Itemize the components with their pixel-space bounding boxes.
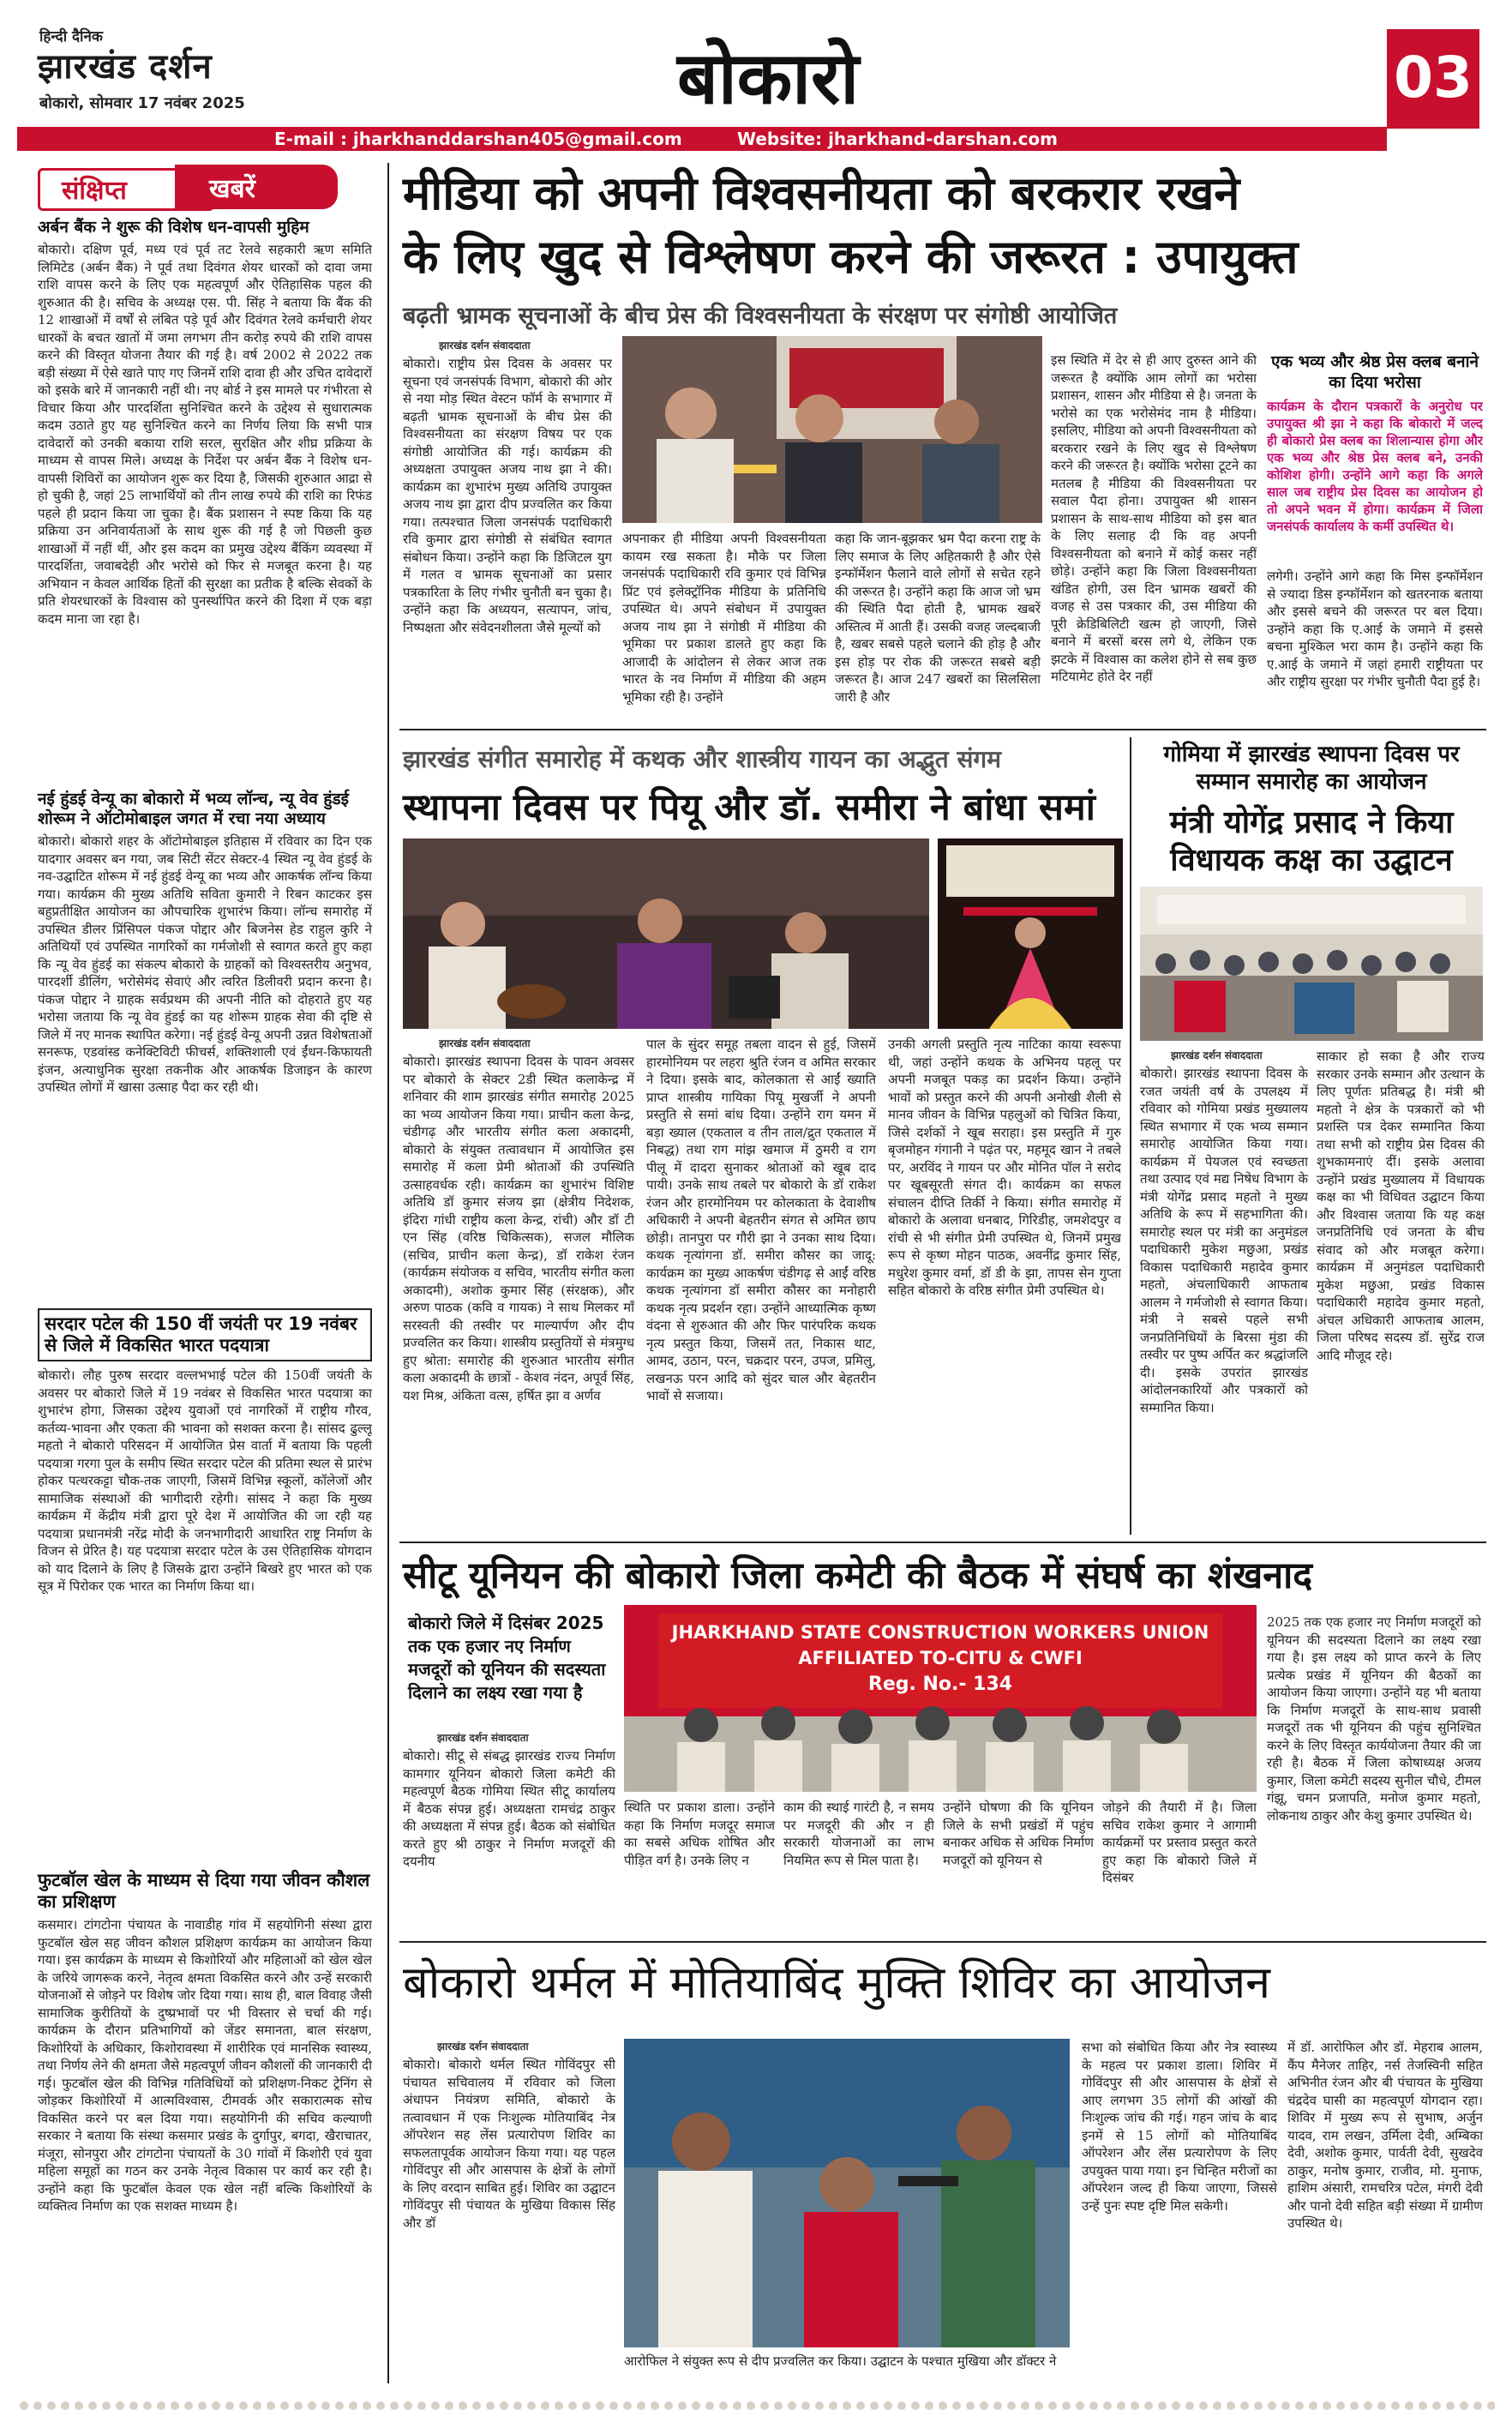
footer-dot	[335, 2401, 344, 2410]
lead-col-2: अपनाकर ही मीडिया अपनी विश्वसनीयता कायम रख सकता है। मौके पर जिला जनसंपर्क पदाधिकारी रवि कुमार एवं विभिन्न प्रिंट एवं इलेक्ट्रॉनिक मीडिया के प्रतिनिधि उपस्थित थे। अपने संबोधन में उपायुक्त अजय नाथ झा ने संगोष्ठी में मीडिया की भूमिका पर प्रकाश डालते हुए कहा कि आजादी के आंदोलन से लेकर आज तक भारत के नव निर्माण में मीडिया की अहम भूमिका रही है। उन्होंने	[622, 531, 826, 705]
lead-col-4: इस स्थिति में देर से ही आए दुरुस्त आने की जरूरत है क्योंकि आम लोगों का भरोसा प्रशासन, शासन और मीडिया से है। जनता के भरोसे का एक भरोसेमंद नाम है मीडिया। इसलिए, मीडिया को अपनी विश्वसनीयता को बरकरार रखने के लिए खुद से विश्लेषण करने की जरूरत है। क्योंकि भरोसा टूटने का मतलब है मीडिया की विश्वसनीयता पर सवाल पैदा होना। उपायुक्त श्री शासन प्रशासन के साथ-साथ मीडिया को इस बात के लिए सलाह दी कि वह अपनी विश्वसनीयता को बनाने में कोई कसर नहीं छोड़े। उन्होंने कहा कि जिला विश्वसनीयता खंडित होगी, उस दिन भ्रामक खबरों की वजह से उस पत्रकार की, उस मीडिया की पूरी क्रेडिबिलिटी खत्म हो जाएगी, जिसे बनाने में बरसों बरस लगे थे, लेकिन एक झटके में विश्वास का कलेश होने से सब कुछ मटियामेट होते देर नहीं	[1051, 352, 1257, 684]
story-body: बोकारो। दक्षिण पूर्व, मध्य एवं पूर्व तट रेलवे सहकारी ऋण समिति लिमिटेड (अर्बन बैंक) ने पूर्व तथा दिवंगत शेयर धारकों को दावा जमा राशि वापस करने के लिए एक महत्वपूर्ण और ऐतिहासिक पहल की शुरुआत की है। सचिव के अध्यक्ष एस. पी. सिंह ने बताया कि बैंक की 12 शाखाओं में वर्षों से लंबित पड़े पूर्व और दिवंगत रेलवे कर्मचारी शेयर धारकों के बचत खातों में जमा लगभग तीन करोड़ रुपये की राशि वापस करने की विस्तृत योजना तैयार की गई है। वर्ष 2002 से 2022 तक बड़ी संख्या में ऐसे खाते पाए गए जिनमें राशि दावा ही और उचित दावेदारों को इसके बारे में जानकारी नहीं थी। नए बोर्ड ने इस मामले पर गंभीरता से विचार किया और पारदर्शिता सुनिश्चित करने के उद्देश्य से सुधारात्मक कदम उठाते हुए यह सुनिश्चित करने का निर्णय लिया कि सभी पात्र दावेदारों को उनकी बकाया राशि सरल, सुरक्षित और शीघ्र प्रक्रिया के माध्यम से वापस मिले। अध्यक्ष के निर्देश पर अर्बन बैंक ने विशेष धन-वापसी शिविरों का आयोजन शुरू कर दिया है, जिसकी शुरुआत आद्रा से हो चुकी है, जहां 25 लाभार्थियों को तीन लाख रुपये की राशि का रिफंड पहले ही प्रदान किया जा चुका है। बैंक प्रशासन ने स्पष्ट किया कि यह प्रक्रिया उन अनिवार्यताओं के साथ शुरू की गई है जो पिछली कुछ शाखाओं में नहीं थीं, और इस कदम का प्रमुख उद्देश्य बैंकिंग व्यवस्था में पारदर्शिता, जवाबदेही और भरोसे को फिर से मजबूत करना है। यह अभियान न केवल आर्थिक हितों की सुरक्षा का प्रतीक है बल्कि सेवकों के प्रति शेयरधारकों के विश्वास को पुनर्स्थापित करने की दिशा में एक बड़ा कदम माना जा रहा है।	[38, 242, 372, 627]
sidebar-header	[38, 165, 363, 207]
gomia-headline: मंत्री योगेंद्र प्रसाद ने किया विधायक कक्ष का उद्घाटन	[1169, 805, 1454, 878]
eye-camp-col-2: सभा को संबोधित किया और नेत्र स्वास्थ्य के महत्व पर प्रकाश डाला। शिविर में गोविंदपुर सी और आसपास के क्षेत्रों से आए लगभग 35 लोगों की आंखों की निःशुल्क जांच की गई। गहन जांच के बाद इनमें से 15 लोगों को मोतियाबिंद ऑपरेशन और लेंस प्रत्यारोपण के लिए उपयुक्त पाया गया। इन चिन्हित मरीजों का ऑपरेशन जल्द ही किया जाएगा, जिससे उन्हें पुनः स्पष्ट दृष्टि मिल सकेगी।	[1082, 2040, 1277, 2214]
footer-dot	[184, 2401, 193, 2410]
sidebar-story-1	[38, 218, 372, 775]
music-story	[399, 734, 1125, 1540]
footer-dot	[363, 2401, 371, 2410]
footer-dot	[376, 2401, 385, 2410]
footer-dot	[870, 2401, 879, 2410]
footer-dot	[911, 2401, 920, 2410]
lead-photo	[622, 336, 1042, 523]
press-club-body: लगेगी। उन्होंने आगे कहा कि मिस इन्फॉर्मेशन से ज्यादा डिस इन्फॉर्मेशन को खतरनाक बताया और इससे बचने की जरूरत पर बल दिया। उन्होंने कहा कि ए.आई के जमाने में इससे बचना मुश्किल भरा काम है। उन्होंने कहा कि ए.आई के जमाने में जहां हमारी राष्ट्रीयता पर और राष्ट्रीय सुरक्षा पर गंभीर चुनौती पैदा हुई है।	[1267, 568, 1483, 689]
story-headline-box	[38, 1308, 372, 1361]
citu-byline: झारखंड दर्शन संवाददाता	[437, 1732, 529, 1744]
eye-camp-col-3: में डॉ. आरोफिल और डॉ. मेहराब आलम, कैंप मैनेजर ताहिर, नर्स तेजस्विनी सहित अभिनीत रंजन और बी पंचायत के मुखिया चंद्रदेव घासी का महत्वपूर्ण योगदान रहा। शिविर में मुख्य रूप से सुभाष, अर्जुन यादव, राम लखन, उर्मिला देवी, अम्बिका देवी, अशोक कुमार, पार्वती देवी, सुखदेव ठाकुर, मनोष कुमार, राजीव, मो. मुनाफ, हाशिम अंसारी, रामचरित्र पटेल, मंगरी देवी और पानो देवी सहित बड़ी संख्या में ग्रामीण उपस्थित थे।	[1287, 2040, 1483, 2231]
press-club-headline: एक भव्य और श्रेष्ठ प्रेस क्लब बनाने का दिया भरोसा	[1270, 352, 1479, 392]
citu-photo	[624, 1605, 1257, 1792]
footer-dot	[500, 2401, 508, 2410]
footer-dot	[33, 2401, 42, 2410]
footer-dot	[143, 2401, 152, 2410]
footer-dot	[980, 2401, 988, 2410]
footer-dot	[1391, 2401, 1400, 2410]
story-headline: नई हुंडई वेन्यू का बोकारो में भव्य लॉन्च, न्यू वेव हुंडई शोरूम ने ऑटोमोबाइल जगत में रचा नया अध्याय	[38, 790, 349, 828]
citu-col-2: स्थिति पर प्रकाश डाला। उन्होंने कहा कि निर्माण मजदूर समाज का सबसे अधिक शोषित और पीड़ित वर्ग है। उनके लिए न	[624, 1800, 775, 1868]
divider-music-gomia	[1130, 737, 1131, 1535]
lead-byline: झारखंड दर्शन संवाददाता	[439, 340, 531, 352]
citu-col-6: 2025 तक एक हजार नए निर्माण मजदूरों को यूनियन की सदस्यता दिलाने का लक्ष्य रखा गया है। इस लक्ष्य को प्राप्त करने के लिए प्रत्येक प्रखंड में यूनियन की बैठकों का आयोजन किया जाएगा। उन्होंने यह भी बताया कि निर्माण मजदूरों के साथ-साथ प्रवासी मजदूरों तक भी यूनियन की पहुंच सुनिश्चित करने के लिए विस्तृत कार्ययोजना तैयार की जा रही है। बैठक में जिला कोषाध्यक्ष अजय कुमार, जिला कमेटी सदस्य सुनील चौधे, टीमल गंझू, चमन प्रजापति, मनोज कुमार महतो, लोकनाथ ठाकुर और केशु कुमार उपस्थित थे।	[1267, 1614, 1481, 1824]
footer-dot	[747, 2401, 755, 2410]
footer-dot	[212, 2401, 220, 2410]
footer-dot	[596, 2401, 604, 2410]
footer-dot	[829, 2401, 837, 2410]
music-byline: झारखंड दर्शन संवाददाता	[439, 1037, 531, 1049]
gomia-story	[1137, 734, 1488, 1540]
citu-col-3: काम की स्थाई गारंटी है, न समय पर मजदूरी की और न ही सरकारी योजनाओं का लाभ नियमित रूप से मिल पाता है।	[783, 1800, 934, 1868]
footer-dot	[225, 2401, 234, 2410]
story-body: बोकारो। बोकारो शहर के ऑटोमोबाइल इतिहास में रविवार का दिन एक यादगार अवसर बन गया, जब सिटी सेंटर सेक्टर-4 स्थित न्यू वेव हुंडई के नव-उद्घाटित शोरूम में नई हुंडई वेन्यू का भव्य और आकर्षक लॉन्च किया गया। कार्यक्रम की मुख्य अतिथि सविता कुमारी ने रिबन काटकर इस बहुप्रतीक्षित आयोजन का औपचारिक शुभारंभ किया। लॉन्च समारोह में उपस्थित डीलर प्रिंसिपल पंकज पोद्दार और बिजनेस हेड राहुल कुरि ने अतिथियों एवं उपस्थित नागरिकों का गर्मजोशी से स्वागत करते हुए कहा कि न्यू वेव हुंडई का संकल्प बोकारो के ग्राहकों को विश्वस्तरीय अनुभव, पारदर्शी डीलिंग, भरोसेमंद सेवाएं और त्वरित डिलीवरी प्रदान करना है। पंकज पोद्दार ने ग्राहक सर्वप्रथम की अपनी नीति को दोहराते हुए यह भरोसा जताया कि न्यू वेव हुंडई का यह शोरूम ग्राहक सेवा की दृष्टि से जिले में नए मानक स्थापित करेगा। नई हुंडई वेन्यू अपनी उन्नत विशेषताओं सनरूफ, एडवांस्ड कनेक्टिविटी फीचर्स, शक्तिशाली एवं ईंधन-किफायती इंजन, अत्याधुनिक सुरक्षा तकनीक और आकर्षक डिजाइन के कारण उपस्थित लोगों में खासा उत्साह पैदा कर रही थी।	[38, 833, 372, 1095]
footer-dot	[1295, 2401, 1304, 2410]
footer-dot	[1172, 2401, 1180, 2410]
sidebar-news-brief	[34, 159, 377, 2380]
press-club-box	[1267, 352, 1483, 717]
footer-dot	[1240, 2401, 1249, 2410]
gomia-byline: झारखंड दर्शन संवाददाता	[1171, 1049, 1263, 1061]
footer-dot	[75, 2401, 83, 2410]
divider-citu	[399, 1542, 1486, 1543]
lead-headline-line2: के लिए खुद से विश्लेषण करने की जरूरत : उपायुक्त	[403, 230, 1299, 284]
footer-dot	[431, 2401, 440, 2410]
sidebar-story-3	[38, 1308, 372, 1823]
eye-camp-story	[399, 1944, 1486, 2390]
footer-dot	[843, 2401, 851, 2410]
footer-dot	[939, 2401, 947, 2410]
footer-dot	[897, 2401, 906, 2410]
footer-dot	[404, 2401, 412, 2410]
footer-dot	[760, 2401, 769, 2410]
eye-camp-photo	[624, 2039, 1070, 2347]
sidebar-tab-news-label: खबरें	[209, 174, 255, 204]
music-photo-1-art	[403, 838, 929, 1029]
footer-dot	[198, 2401, 207, 2410]
divider-lead	[399, 729, 1486, 730]
music-photo-2-art	[938, 838, 1123, 1029]
citu-headline: सीटू यूनियन की बोकारो जिला कमेटी की बैठक में संघर्ष का शंखनाद	[403, 1554, 1313, 1597]
footer-dot	[582, 2401, 591, 2410]
footer-dot	[788, 2401, 796, 2410]
lead-photo-art	[622, 336, 1042, 523]
footer-dot	[1281, 2401, 1290, 2410]
gomia-kicker: गोमिया में झारखंड स्थापना दिवस पर सम्मान समारोह का आयोजन	[1163, 742, 1460, 795]
music-col-1: बोकारो। झारखंड स्थापना दिवस के पावन अवसर पर बोकारो के सेक्टर 2डी स्थित कलाकेन्द्र में शनिवार की शाम झारखंड संगीत समारोह 2025 का भव्य आयोजन किया गया। प्राचीन कला केन्द्र, चंडीगढ़ और भारतीय संगीत कला अकादमी, बोकारो के संयुक्त तत्वावधान में आयोजित इस समारोह में कला प्रेमी श्रोताओं की उपस्थिति उत्साहवर्धक रही। कार्यक्रम का शुभारंभ विशिष्ट अतिथि डॉ कुमार संजय झा (क्षेत्रीय निदेशक, इंदिरा गांधी राष्ट्रीय कला केन्द्र, रांची) और डॉ टी एन सिंह (वरिष्ठ चिकित्सक), सजल मौलिक (सचिव, प्राचीन कला केन्द्र), डॉ राकेश रंजन (कार्यक्रम संयोजक व सचिव, भारतीय संगीत कला अकादमी), अशोक कुमार सिंह (संरक्षक), और अरुण पाठक (कवि व गायक) ने साथ मिलकर माँ सरस्वती की तस्वीर पर माल्यार्पण और दीप प्रज्वलित कर किया। शास्त्रीय प्रस्तुतियों से मंत्रमुग्ध हुए श्रोता: समारोह की शुरुआत भारतीय संगीत कला अकादमी के छात्रों - केशव नंदन, अपूर्व सिंह, यश मिश्र, अंकिता वत्स, हर्षित झा व अर्णव	[403, 1054, 634, 1403]
contact-bar	[17, 127, 1387, 151]
eye-camp-byline: झारखंड दर्शन संवाददाता	[437, 2040, 529, 2052]
footer-dot	[1350, 2401, 1359, 2410]
footer-dot	[527, 2401, 536, 2410]
footer-dot	[417, 2401, 426, 2410]
music-photo-2	[938, 838, 1123, 1029]
footer-dot	[1323, 2401, 1331, 2410]
footer-dot	[267, 2401, 275, 2410]
footer-dot	[856, 2401, 865, 2410]
masthead-date: बोकारो, सोमवार 17 नवंबर 2025	[39, 94, 245, 112]
footer-dot	[459, 2401, 467, 2410]
footer-dot	[623, 2401, 632, 2410]
citu-story	[399, 1545, 1486, 1939]
footer-dot	[1199, 2401, 1208, 2410]
footer-dot	[637, 2401, 645, 2410]
footer-dot	[116, 2401, 124, 2410]
footer-dot	[61, 2401, 69, 2410]
footer-dot	[719, 2401, 728, 2410]
music-col-2: पाल के सुंदर समूह तबला वादन से हुई, जिसमें हारमोनियम पर लहरा श्रुति रंजन व अमित सरकार ने दिया। इसके बाद, कोलकाता से आईं ख्याति प्राप्त शास्त्रीय गायिका पियू मुखर्जी ने अपनी प्रस्तुति से समां बांध दिया। उन्होंने राग यमन में बड़ा ख्याल (एकताल व तीन ताल/द्रुत एकताल में निबद्ध) तथा राग मांझ खमाज में ठुमरी व राग पीलू में दादरा सुनाकर श्रोताओं को खूब दाद पायी। उनके साथ तबले पर बोकारो के डॉ राकेश रंजन और हारमोनियम पर कोलकाता के देवाशीष अधिकारी ने अपनी बेहतरीन संगत से अमित छाप छोड़ी। तानपुरा पर गौरी झा ने उनका साथ दिया। कथक नृत्यांगना डॉ. समीरा कौसर का जादू: कार्यक्रम का मुख्य आकर्षण चंडीगढ़ से आईं वरिष्ठ कथक नृत्यांगना डॉ समीरा कौसर का मनोहारी कथक नृत्य प्रदर्शन रहा। उन्होंने आध्यात्मिक कृष्ण वंदना से शुरुआत की और फिर पारंपरिक कथक नृत्य प्रस्तुत किया, जिसमें तत, निकास थाट, आमद, उठान, परन, चक्रदार परन, उपज, प्रमिलु, लखनऊ परन आदि को सुंदर चाल और बेहतरीन भावों से सजाया।	[646, 1037, 876, 1403]
lead-col-3: कहा कि जान-बूझकर भ्रम पैदा करना राष्ट्र के लिए समाज के लिए अहितकारी है और ऐसे इन्फॉर्मेशन फैलाने वाले लोगों से सचेत रहने की जरूरत है। उन्होंने कहा कि आज जो भ्रम की स्थिति पैदा होती है, भ्रामक खबरें अस्तित्व में आती हैं। उसकी वजह जल्दबाजी है, खबर सबसे पहले चलाने की होड़ है और इस होड़ पर रोक की जरूरत सबसे बड़ी जरूरत है। आज 247 खबरों का सिलसिला जारी है और	[835, 531, 1041, 705]
footer-dot	[609, 2401, 618, 2410]
footer-dots-art	[17, 2399, 1495, 2413]
footer-dot	[1227, 2401, 1235, 2410]
footer-dot	[993, 2401, 1002, 2410]
footer-dot	[47, 2401, 56, 2410]
footer-dot	[1144, 2401, 1153, 2410]
footer-dot	[1405, 2401, 1413, 2410]
sidebar-tab-news	[175, 165, 338, 209]
footer-dot	[1446, 2401, 1455, 2410]
footer-dot	[1432, 2401, 1441, 2410]
footer-dot	[1021, 2401, 1029, 2410]
music-headline: स्थापना दिवस पर पियू और डॉ. समीरा ने बांधा समां	[403, 786, 1095, 829]
story-headline: सरदार पटेल की 150 वीं जयंती पर 19 नवंबर से जिले में विकसित भारत पदयात्रा	[45, 1313, 357, 1355]
footer-dot	[1336, 2401, 1345, 2410]
footer-dot	[884, 2401, 892, 2410]
lead-col-1: बोकारो। राष्ट्रीय प्रेस दिवस के अवसर पर सूचना एवं जनसंपर्क विभाग, बोकारो की ओर से नया मोड़ स्थित वेस्टन फॉर्म के सभागार में बढ़ती भ्रामक सूचनाओं के बीच प्रेस की विश्वसनीयता का संरक्षण विषय पर एक संगोष्ठी आयोजित की गई। कार्यक्रम की अध्यक्षता उपायुक्त अजय नाथ झा ने की। कार्यक्रम का शुभारंभ मुख्य अतिथि उपायुक्त अजय नाथ झा द्वारा दीप प्रज्वलित कर किया गया। तत्पश्चात जिला जनसंपर्क पदाधिकारी रवि कुमार द्वारा संगोष्ठी से संबंधित स्वागत संबोधन किया। उन्होंने कहा कि डिजिटल युग में गलत व भ्रामक सूचनाओं का प्रसार पत्रकारिता के लिए गंभीर चुनौती बन चुका है। उन्होंने कहा कि अध्ययन, सत्यापन, जांच, निष्पक्षता और संवेदनशीलता जैसे मूल्यों को	[403, 356, 612, 635]
footer-dot	[678, 2401, 687, 2410]
footer-dot	[1089, 2401, 1098, 2410]
footer-dot	[925, 2401, 933, 2410]
footer-dot	[1048, 2401, 1057, 2410]
footer-dot	[1419, 2401, 1427, 2410]
footer-dot	[1254, 2401, 1263, 2410]
sidebar-divider	[387, 163, 389, 2383]
lead-story	[399, 159, 1486, 725]
section-title: बोकारो	[677, 36, 860, 120]
gomia-photo	[1140, 886, 1483, 1041]
footer-dot	[1309, 2401, 1317, 2410]
footer-dot	[1076, 2401, 1084, 2410]
footer-dot	[20, 2401, 28, 2410]
footer-dot	[294, 2401, 303, 2410]
footer-dot	[1213, 2401, 1221, 2410]
footer-dot	[486, 2401, 495, 2410]
footer-dot	[774, 2401, 783, 2410]
footer-dot	[102, 2401, 111, 2410]
gomia-col-2: साकार हो सका है और राज्य सरकार उनके सम्मान और उत्थान के लिए पूर्णतः प्रतिबद्ध है। मंत्री श्री महतो ने क्षेत्र के पत्रकारों को भी प्रशस्ति पत्र देकर सम्मानित किया तथा सभी को राष्ट्रीय प्रेस दिवस की शुभकामनाएं दीं। इसके अलावा उन्होंने प्रखंड मुख्यालय में विधायक कक्ष का भी विधिवत उद्घाटन किया और विश्वास जताया कि यह कक्ष जनप्रतिनिधि एवं जनता के बीच संवाद को और मजबूत करेगा। कार्यक्रम में अनुमंडल पदाधिकारी मुकेश मछुआ, प्रखंड विकास पदाधिकारी महादेव कुमार महतो, अंचल अधिकारी आफताब आलम, जिला परिषद सदस्य डॉ. सुरेंद्र राज आदि मौजूद रहे।	[1317, 1049, 1485, 1363]
eye-camp-headline: बोकारो थर्मल में मोतियाबिंद मुक्ति शिविर का आयोजन	[403, 1957, 1270, 2009]
footer-dot	[1117, 2401, 1125, 2410]
footer-dot-row	[17, 2399, 1495, 2413]
sidebar-story-4	[38, 1870, 372, 2376]
footer-dot	[321, 2401, 330, 2410]
story-body: बोकारो। लौह पुरुष सरदार वल्लभभाई पटेल की 150वीं जयंती के अवसर पर बोकारो जिले में 19 नवंबर से विकसित भारत पदयात्रा का शुभारंभ होगा, जिसका उद्देश्य युवाओं एवं नागरिकों में राष्ट्रीय गौरव, कर्तव्य-भावना और एकता की भावना को सशक्त करना है। सांसद ढुल्लू महतो ने बोकारो परिसदन में आयोजित प्रेस वार्ता में बताया कि पहली पदयात्रा गरगा पुल के समीप स्थित सरदार पटेल की प्रतिमा स्थल से प्रारंभ होकर पत्थरकट्टा चौक-तक जाएगी, जिसमें विभिन्न स्कूलों, कॉलेजों और सामाजिक संस्थाओं की भागीदारी रहेगी। सांसद ने कहा कि मुख्य कार्यक्रम में केंद्रीय मंत्री द्वारा पूरे देश में आयोजित की जा रही यह पदयात्रा प्रधानमंत्री नरेंद्र मोदी के जनभागीदारी आधारित राष्ट्र निर्माण के विजन से प्रेरित है। यह पदयात्रा सरदार पटेल के उस ऐतिहासिक योगदान को याद दिलाने के लिए है जिसके द्वारा उन्होंने बिखरे हुए भारत को एक सूत्र में पिरोकर एक भारत का निर्माण किया था।	[38, 1367, 372, 1594]
story-body: कसमार। टांगटोना पंचायत के नावाडीह गांव में सहयोगिनी संस्था द्वारा फुटबॉल खेल सह जीवन कौशल प्रशिक्षण कार्यक्रम का आयोजन किया गया। इस कार्यक्रम के माध्यम से किशोरियों और महिलाओं को खेल खेल के जरिये जागरूक करने, नेतृत्व क्षमता विकसित करने और उन्हें सरकारी योजनाओं से जोड़ने पर विशेष जोर दिया गया। साथ ही, बाल विवाह जैसी सामाजिक कुरीतियों के दुष्प्रभावों पर भी विस्तार से चर्चा की गई। कार्यक्रम के दौरान प्रतिभागियों को जेंडर समानता, बाल संरक्षण, किशोरियों के अधिकार, किशोरावस्था में शारीरिक एवं मानसिक स्वास्थ्य, तथा निर्णय लेने की क्षमता जैसे महत्वपूर्ण जीवन कौशलों की जानकारी दी गई। फुटबॉल खेल की विभिन्न गतिविधियों को प्रशिक्षण-निकट ट्रेनिंग से जोड़कर किशोरियों में आत्मविश्वास, टीमवर्क और सकारात्मक सोच विकसित करने पर बल दिया गया। सहयोगिनी की सचिव कल्याणी सरकार ने बताया कि संस्था कसमार प्रखंड के दुर्गापुर, बगदा, खैराचातर, मंजूरा, सोनपुरा और टांगटोना पंचायतों के 30 गांवों में किशोरी एवं युवा महिला समूहों का गठन कर उनके नेतृत्व विकास पर कार्य कर रही है। उन्होंने कहा कि फुटबॉल केवल एक खेल नहीं बल्कि किशोरियों के व्यक्तित्व निर्माण का एक सशक्त माध्यम है।	[38, 1917, 372, 2214]
story-headline: फुटबॉल खेल के माध्यम से दिया गया जीवन कौशल का प्रशिक्षण	[38, 1870, 370, 1912]
footer-dot	[1460, 2401, 1468, 2410]
divider-eye	[399, 1941, 1486, 1943]
eye-camp-col-1: बोकारो। बोकारो थर्मल स्थित गोविंदपुर सी पंचायत सचिवालय में रविवार को जिला अंधापन नियंत्रण समिति, बोकारो के तत्वावधान में एक निःशुल्क मोतियाबिंद नेत्र ऑपरेशन सह लेंस प्रत्यारोपण शिविर का सफलतापूर्वक आयोजन किया गया। यह पहल गोविंदपुर सी और आसपास के क्षेत्रों के लोगों के लिए वरदान साबित हुई। शिविर का उद्घाटन गोविंदपुर सी पंचायत के मुखिया विकास सिंह और डॉ	[403, 2057, 615, 2231]
lead-headline-line1: मीडिया को अपनी विश्वसनीयता को बरकरार रखने	[403, 166, 1240, 220]
masthead-title: झारखंड दर्शन	[38, 47, 213, 87]
lead-subhead: बढ़ती भ्रामक सूचनाओं के बीच प्रेस की विश्वसनीयता के संरक्षण पर संगोष्ठी आयोजित	[403, 303, 1118, 329]
footer-dot	[692, 2401, 700, 2410]
citu-deck: बोकारो जिले में दिसंबर 2025 तक एक हजार नए निर्माण मजदूरों को यूनियन की सदस्यता दिलाने का लक्ष्य रखा गया है	[408, 1613, 606, 1703]
footer-dot	[1035, 2401, 1043, 2410]
footer-dot	[541, 2401, 549, 2410]
masthead-tagline: हिन्दी दैनिक	[39, 28, 103, 45]
footer-dot	[308, 2401, 316, 2410]
citu-banner-line2: AFFILIATED TO-CITU & CWFI	[798, 1648, 1083, 1668]
masthead	[0, 0, 1512, 153]
citu-col-1: बोकारो। सीटू से संबद्ध झारखंड राज्य निर्माण कामगार यूनियन बोकारो जिला कमेटी की महत्वपूर्ण बैठक गोमिया स्थित सीटू कार्यालय में बैठक संपन्न हुई। अध्यक्षता रामचंद्र ठाकुर की अध्यक्षता में संपन्न हुई। बैठक को संबोधित करते हुए श्री ठाकुर ने निर्माण मजदूरों की दयनीय	[403, 1748, 615, 1869]
footer-dot	[733, 2401, 741, 2410]
page-number-badge	[1387, 29, 1479, 129]
footer-dot	[1062, 2401, 1071, 2410]
eye-camp-photo-art	[624, 2039, 1070, 2347]
music-kicker: झारखंड संगीत समारोह में कथक और शास्त्रीय गायन का अद्भुत संगम	[403, 745, 1001, 773]
footer-dot	[1364, 2401, 1372, 2410]
footer-dot	[1158, 2401, 1167, 2410]
footer-dot	[568, 2401, 577, 2410]
gomia-photo-art	[1140, 886, 1483, 1041]
contact-website[interactable]: Website: jharkhand-darshan.com	[737, 129, 1059, 149]
footer-dot	[280, 2401, 289, 2410]
footer-dot	[239, 2401, 248, 2410]
sidebar-tab-brief-label: संक्षिप्त	[62, 176, 127, 206]
story-headline: अर्बन बैंक ने शुरू की विशेष धन-वापसी मुहिम	[38, 218, 309, 237]
footer-dot	[801, 2401, 810, 2410]
citu-banner-line1: JHARKHAND STATE CONSTRUCTION WORKERS UNION	[671, 1622, 1209, 1643]
footer-dot	[1131, 2401, 1139, 2410]
music-col-3: उनकी अगली प्रस्तुति नृत्य नाटिका काया स्वरूपा थी, जहां उन्होंने कथक के अभिनय पहलू पर अपनी मजबूत पकड़ का प्रदर्शन किया। उन्होंने भावों को प्रस्तुत करने की अपनी अनोखी शैली से मानव जीवन के विभिन्न पहलुओं को चित्रित किया, जिसे दर्शकों ने खूब सराहा। इस प्रस्तुति में गुरु बृजमोहन गंगानी ने पढ़ंत पर, महमूद खान ने तबले पर, अरविंद ने गायन पर और मोनित पॉल ने सरोद पर खूबसूरती संगत दी। कार्यक्रम का सफल संचालन दीप्ति तिर्की ने किया। संगीत समारोह में बोकारो के अलावा धनबाद, गिरिडीह, जमशेदपुर व रांची से भी संगीत प्रेमी उपस्थित थे, जिनमें प्रमुख रूप से कृष्ण मोहन पाठक, अवनींद्र कुमार सिंह, मधुरेश कुमार वर्मा, डॉ डी के झा, तापस सेन गुप्ता सहित बोकारो के वरिष्ठ संगीत प्रेमी उपस्थित थे।	[888, 1037, 1121, 1298]
footer-dot	[1103, 2401, 1112, 2410]
eye-camp-caption: आरोफिल ने संयुक्त रूप से दीप प्रज्वलित कर किया। उद्घाटन के पश्चात मुखिया और डॉक्टर ने	[624, 2353, 1057, 2369]
footer-dot	[966, 2401, 975, 2410]
page-number: 03	[1394, 45, 1473, 111]
footer-dot	[1487, 2401, 1495, 2410]
footer-dot	[1377, 2401, 1386, 2410]
footer-dot	[1473, 2401, 1482, 2410]
footer-dot	[651, 2401, 659, 2410]
footer-dot	[349, 2401, 357, 2410]
footer-dot	[171, 2401, 179, 2410]
gomia-col-1: बोकारो। झारखंड स्थापना दिवस के रजत जयंती वर्ष के उपलक्ष्य में रविवार को गोमिया प्रखंड मुख्यालय स्थित सभागार में एक भव्य सम्मान समारोह आयोजित किया गया। कार्यक्रम में पेयजल एवं स्वच्छता तथा उत्पाद एवं मद्य निषेध विभाग के मंत्री योगेंद्र प्रसाद महतो ने मुख्य अतिथि के रूप में सहभागिता की। समारोह स्थल पर मंत्री का अनुमंडल पदाधिकारी मुकेश मछुआ, प्रखंड विकास पदाधिकारी महादेव कुमार महतो, अंचलाधिकारी आफताब आलम ने गर्मजोशी से स्वागत किया। मंत्री ने सबसे पहले सभी जनप्रतिनिधियों के बिरसा मुंडा की तस्वीर पर पुष्प अर्पित कर श्रद्धांजलि दी। इसके उपरांत झारखंड आंदोलनकारियों और पत्रकारों को सम्मानित किया।	[1140, 1066, 1308, 1415]
contact-email[interactable]: E-mail : jharkhanddarshan405@gmail.com	[274, 129, 682, 149]
footer-dot	[88, 2401, 97, 2410]
music-photo-1	[403, 838, 929, 1029]
press-club-intro: कार्यक्रम के दौरान पत्रकारों के अनुरोध पर उपायुक्त श्री झा ने कहा कि बोकारो में जल्द ही बोकारो प्रेस क्लब का शिलान्यास होगा और एक भव्य और श्रेष्ठ प्रेस क्लब बने, उनकी कोशिश होगी। उन्होंने आगे कहा कि अगले साल जब राष्ट्रीय प्रेस दिवस का आयोजन हो तो अपने भवन में होगा। कार्यक्रम में जिला जनसंपर्क कार्यालय के कर्मी उपस्थित थे।	[1267, 399, 1483, 534]
footer-dot	[253, 2401, 261, 2410]
footer-dot	[157, 2401, 165, 2410]
citu-banner-line3: Reg. No.- 134	[867, 1674, 1013, 1695]
footer-dot	[664, 2401, 673, 2410]
footer-dot	[555, 2401, 563, 2410]
sidebar-story-2	[38, 790, 372, 1270]
footer-dot	[472, 2401, 481, 2410]
citu-col-4: उन्होंने घोषणा की कि यूनियन जिले के सभी प्रखंडों में पहुंच बनाकर अधिक से अधिक निर्माण मजदूरों को यूनियन से	[943, 1800, 1094, 1868]
footer-dot	[1185, 2401, 1194, 2410]
footer-dot	[815, 2401, 824, 2410]
footer-dot	[705, 2401, 714, 2410]
footer-dot	[1268, 2401, 1276, 2410]
footer-dot	[1007, 2401, 1016, 2410]
citu-col-5: जोड़ने की तैयारी में है। जिला सचिव राकेश कुमार ने आगामी कार्यक्रमों पर प्रस्ताव प्रस्तुत करते हुए कहा कि बोकारो जिले में दिसंबर	[1102, 1800, 1257, 1885]
footer-dot	[513, 2401, 522, 2410]
footer-dot	[952, 2401, 961, 2410]
footer-dot	[129, 2401, 138, 2410]
footer-dot	[390, 2401, 399, 2410]
footer-dot	[445, 2401, 453, 2410]
